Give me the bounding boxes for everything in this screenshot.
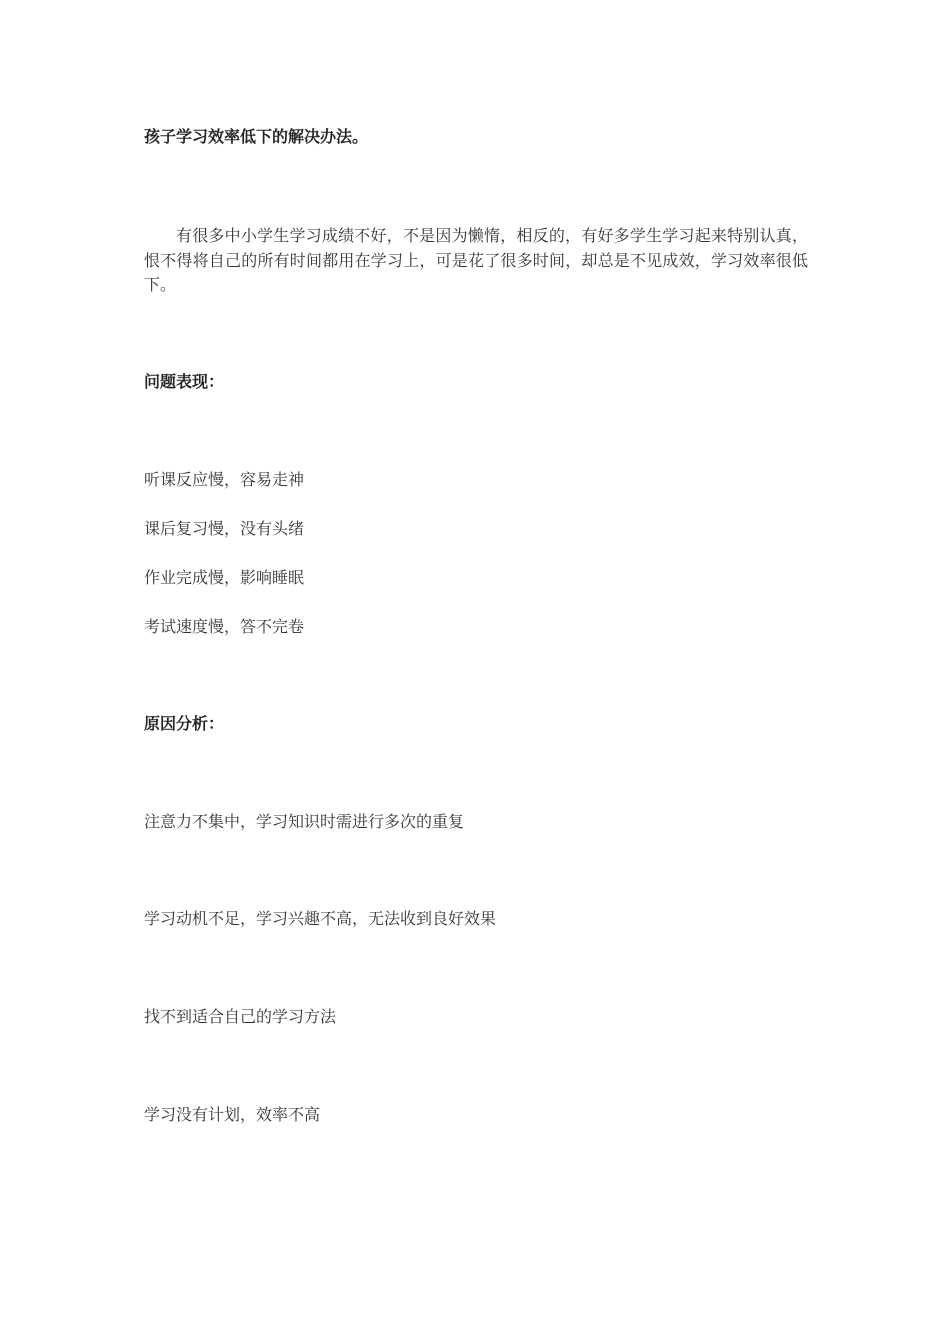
cause-item: 学习动机不足，学习兴趣不高，无法收到良好效果 bbox=[144, 909, 497, 928]
problem-item: 课后复习慢，没有头绪 bbox=[144, 519, 305, 538]
cause-item: 学习没有计划，效率不高 bbox=[144, 1105, 321, 1124]
problem-item: 考试速度慢，答不完卷 bbox=[144, 617, 305, 636]
problem-item: 听课反应慢，容易走神 bbox=[144, 470, 305, 489]
problems-heading: 问题表现： bbox=[144, 372, 225, 391]
intro-paragraph: 有很多中小学生学习成绩不好，不是因为懒惰，相反的，有好多学生学习起来特别认真，恨不得将自己的所有时间都用在学习上，可是花了很多时间，却总是不见成效，学习效率很低下。 bbox=[144, 226, 808, 294]
causes-heading: 原因分析： bbox=[144, 714, 225, 733]
document-title: 孩子学习效率低下的解决办法。 bbox=[144, 127, 369, 146]
problem-item: 作业完成慢，影响睡眠 bbox=[144, 568, 305, 587]
cause-item: 找不到适合自己的学习方法 bbox=[144, 1007, 337, 1026]
cause-item: 注意力不集中，学习知识时需进行多次的重复 bbox=[144, 812, 465, 831]
